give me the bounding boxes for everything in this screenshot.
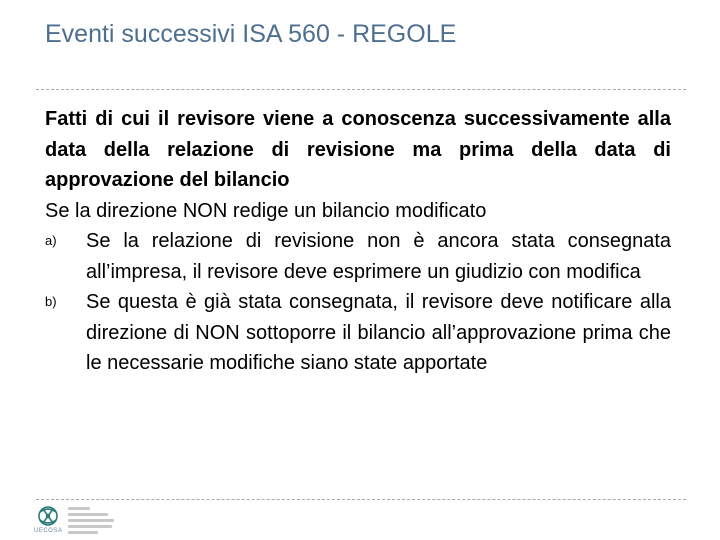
heading-text: Fatti di cui il revisore viene a conoscenza successivamente alla data della relazione di revisione ma prima della data di approvazione del bilancio xyxy=(45,108,671,191)
slide-title: Eventi successivi ISA 560 - REGOLE xyxy=(45,20,457,48)
logo-caption: UECOSA xyxy=(34,528,63,534)
bottom-divider xyxy=(36,499,686,500)
list-item-b xyxy=(45,287,671,379)
list-marker: a) xyxy=(45,233,57,248)
list-item-text: Se la relazione di revisione non è ancora stata consegnata all’impresa, il revisore deve esprimere un giudizio con modifica xyxy=(86,230,671,283)
top-divider xyxy=(36,89,686,90)
list-marker: b) xyxy=(45,294,57,309)
list-item-a xyxy=(45,226,671,287)
condition-text: Se la direzione NON redige un bilancio modificato xyxy=(45,199,487,222)
logo-wordmark xyxy=(68,507,126,537)
slide-body xyxy=(45,104,671,379)
list-item-text: Se questa è già stata consegnata, il revisore deve notificare alla direzione di NON sottoporre il bilancio all’approvazione prima che le necessarie modifiche siano state apportate xyxy=(86,291,671,374)
